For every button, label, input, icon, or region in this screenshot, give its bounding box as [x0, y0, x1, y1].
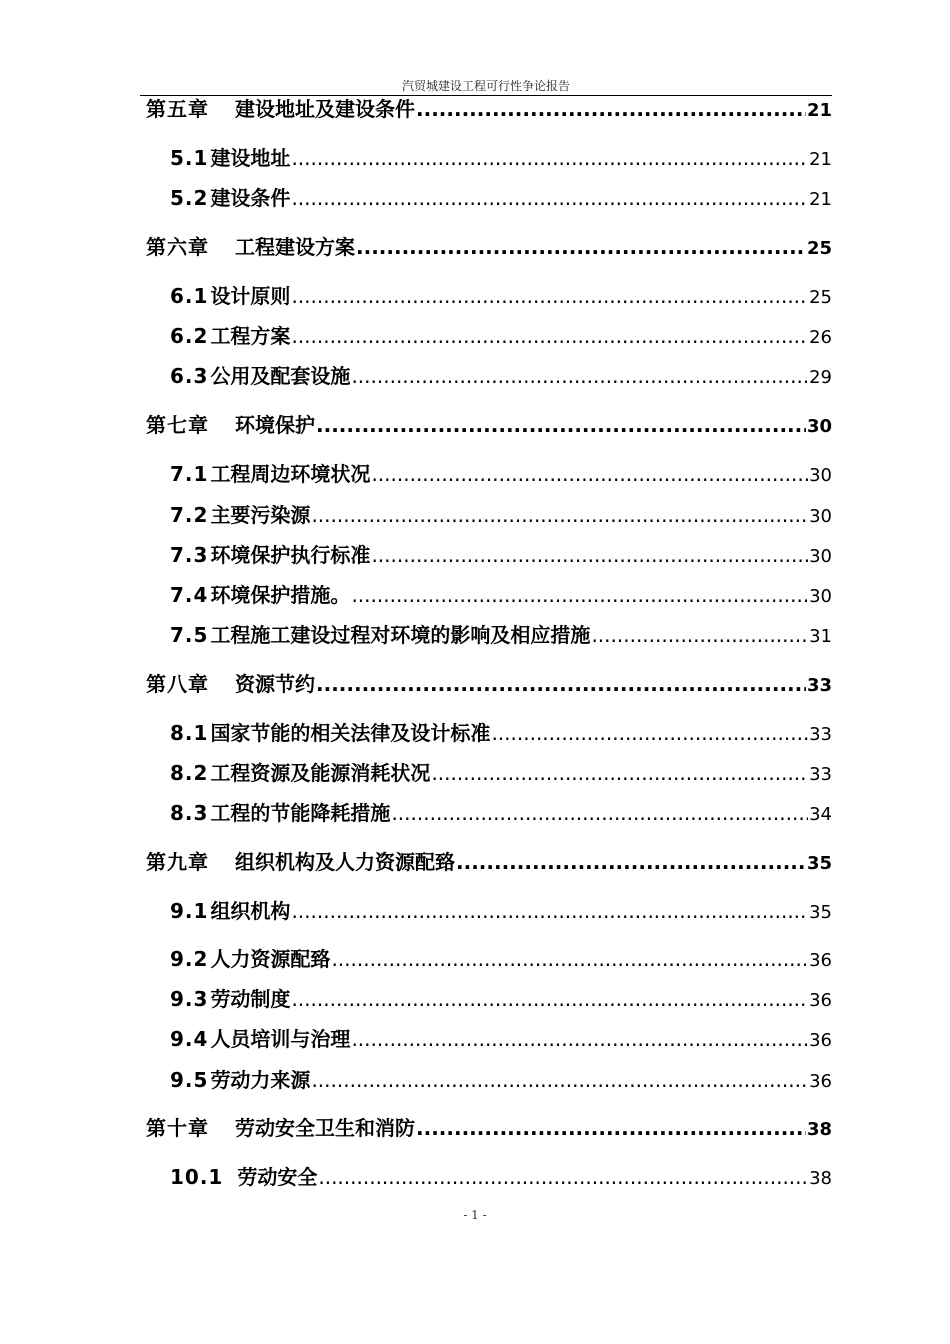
toc-entry-number: 6.1 — [170, 284, 209, 308]
toc-entry-number: 第九章 — [146, 850, 209, 874]
toc-entry-title: 组织机构 — [210, 899, 291, 923]
toc-entry-page: 30 — [809, 546, 832, 567]
toc-entry-title: 工程施工建设过程对环境的影响及相应措施 — [210, 623, 591, 647]
toc-dot-leader — [356, 232, 806, 262]
toc-dot-leader — [351, 361, 808, 391]
toc-dot-leader — [291, 143, 808, 173]
toc-entry-number: 8.1 — [170, 721, 209, 745]
toc-entry-page: 26 — [809, 327, 832, 348]
toc-entry-number: 7.1 — [170, 462, 209, 486]
toc-dot-leader — [331, 944, 808, 974]
toc-entry-title: 工程建设方案 — [235, 235, 355, 259]
toc-dot-leader — [416, 1113, 806, 1143]
toc-entry-section-7-5[interactable] — [170, 620, 832, 650]
toc-entry-number: 9.4 — [170, 1027, 209, 1051]
toc-entry-section-6-2[interactable] — [170, 321, 832, 351]
page-number: - 1 - — [463, 1208, 487, 1222]
toc-entry-title: 环境保护执行标准 — [210, 543, 371, 567]
toc-entry-section-9-2[interactable] — [170, 944, 832, 974]
toc-entry-section-9-3[interactable] — [170, 984, 832, 1014]
toc-entry-page: 36 — [809, 950, 832, 971]
toc-dot-leader — [291, 896, 808, 926]
toc-entry-page: 38 — [806, 1119, 832, 1140]
toc-dot-leader — [291, 281, 808, 311]
toc-entry-section-6-1[interactable] — [170, 281, 832, 311]
toc-dot-leader — [291, 321, 808, 351]
toc-entry-page: 25 — [806, 238, 832, 259]
toc-entry-page: 21 — [809, 189, 832, 210]
toc-entry-number: 7.4 — [170, 583, 209, 607]
toc-entry-title: 工程资源及能源消耗状况 — [210, 761, 431, 785]
toc-entry-chapter-6[interactable] — [146, 232, 832, 262]
toc-entry-title: 资源节约 — [235, 672, 315, 696]
toc-entry-title: 设计原则 — [210, 284, 291, 308]
toc-entry-number: 第五章 — [146, 97, 209, 121]
toc-entry-number: 8.2 — [170, 761, 209, 785]
toc-entry-number: 第十章 — [146, 1116, 209, 1140]
toc-entry-section-8-3[interactable] — [170, 798, 832, 828]
toc-entry-title: 劳动安全卫生和消防 — [235, 1116, 415, 1140]
toc-entry-chapter-9[interactable] — [146, 847, 832, 877]
toc-entry-chapter-10[interactable] — [146, 1113, 832, 1143]
toc-entry-title: 国家节能的相关法律及设计标准 — [210, 721, 491, 745]
toc-dot-leader — [311, 500, 808, 530]
toc-dot-leader — [316, 410, 806, 440]
toc-dot-leader — [431, 758, 808, 788]
toc-entry-section-6-3[interactable] — [170, 361, 832, 391]
toc-entry-number: 5.2 — [170, 186, 209, 210]
toc-entry-section-10-1[interactable] — [170, 1162, 832, 1192]
toc-entry-number: 第八章 — [146, 672, 209, 696]
toc-entry-title: 环境保护措施。 — [210, 583, 351, 607]
toc-entry-title: 人员培训与治理 — [210, 1027, 351, 1051]
toc-entry-number: 第六章 — [146, 235, 209, 259]
toc-entry-number: 5.1 — [170, 146, 209, 170]
toc-entry-page: 34 — [809, 804, 832, 825]
toc-dot-leader — [491, 718, 808, 748]
toc-entry-section-7-4[interactable] — [170, 580, 832, 610]
toc-entry-page: 36 — [809, 990, 832, 1011]
toc-entry-page: 30 — [809, 465, 832, 486]
toc-entry-chapter-5[interactable] — [146, 94, 832, 124]
toc-entry-title: 建设地址及建设条件 — [235, 97, 415, 121]
toc-entry-title: 建设地址 — [210, 146, 291, 170]
toc-entry-chapter-7[interactable] — [146, 410, 832, 440]
toc-dot-leader — [316, 669, 806, 699]
toc-entry-title: 环境保护 — [235, 413, 315, 437]
toc-entry-title: 工程方案 — [210, 324, 291, 348]
toc-entry-section-5-1[interactable] — [170, 143, 832, 173]
toc-entry-page: 30 — [809, 506, 832, 527]
toc-entry-section-7-3[interactable] — [170, 540, 832, 570]
toc-entry-page: 36 — [809, 1030, 832, 1051]
toc-entry-section-7-2[interactable] — [170, 500, 832, 530]
toc-entry-page: 38 — [809, 1168, 832, 1189]
toc-entry-page: 30 — [806, 416, 832, 437]
toc-entry-number: 10.1 — [170, 1165, 224, 1189]
toc-entry-chapter-8[interactable] — [146, 669, 832, 699]
toc-entry-page: 36 — [809, 1071, 832, 1092]
toc-entry-number: 9.2 — [170, 947, 209, 971]
toc-entry-page: 31 — [809, 626, 832, 647]
toc-dot-leader — [591, 620, 808, 650]
toc-dot-leader — [351, 1024, 808, 1054]
toc-entry-number: 第七章 — [146, 413, 209, 437]
toc-entry-number: 7.5 — [170, 623, 209, 647]
toc-entry-number: 8.3 — [170, 801, 209, 825]
toc-entry-title: 主要污染源 — [210, 503, 311, 527]
toc-dot-leader — [391, 798, 808, 828]
toc-entry-title: 建设条件 — [210, 186, 291, 210]
toc-entry-title: 人力资源配臵 — [210, 947, 331, 971]
toc-dot-leader — [371, 459, 808, 489]
toc-entry-title: 工程周边环境状况 — [210, 462, 371, 486]
toc-entry-section-7-1[interactable] — [170, 459, 832, 489]
toc-dot-leader — [311, 1065, 808, 1095]
toc-dot-leader — [318, 1162, 808, 1192]
toc-dot-leader — [371, 540, 808, 570]
toc-entry-title: 工程的节能降耗措施 — [210, 801, 391, 825]
toc-entry-number: 7.2 — [170, 503, 209, 527]
toc-entry-number: 9.3 — [170, 987, 209, 1011]
toc-entry-page: 35 — [806, 853, 832, 874]
toc-entry-page: 29 — [809, 367, 832, 388]
toc-entry-title: 公用及配套设施 — [210, 364, 351, 388]
toc-entry-section-8-1[interactable] — [170, 718, 832, 748]
toc-dot-leader — [351, 580, 808, 610]
toc-entry-page: 33 — [809, 724, 832, 745]
toc-entry-title: 劳动力来源 — [210, 1068, 311, 1092]
toc-entry-page: 25 — [809, 287, 832, 308]
toc-entry-section-9-4[interactable] — [170, 1024, 832, 1054]
toc-entry-section-9-5[interactable] — [170, 1065, 832, 1095]
toc-dot-leader — [291, 984, 808, 1014]
toc-dot-leader — [456, 847, 806, 877]
toc-entry-page: 30 — [809, 586, 832, 607]
toc-entry-page: 33 — [806, 675, 832, 696]
toc-entry-number: 6.2 — [170, 324, 209, 348]
toc-dot-leader — [291, 183, 808, 213]
toc-entry-title: 劳动制度 — [210, 987, 291, 1011]
toc-entry-number: 6.3 — [170, 364, 209, 388]
toc-entry-page: 21 — [806, 100, 832, 121]
toc-entry-page: 33 — [809, 764, 832, 785]
toc-entry-number: 9.5 — [170, 1068, 209, 1092]
page-header: 汽贸城建设工程可行性争论报告 — [140, 78, 832, 96]
toc-entry-page: 21 — [809, 149, 832, 170]
toc-entry-section-9-1[interactable] — [170, 896, 832, 926]
toc-entry-number: 7.3 — [170, 543, 209, 567]
toc-entry-number: 9.1 — [170, 899, 209, 923]
toc-entry-page: 35 — [809, 902, 832, 923]
toc-entry-title: 组织机构及人力资源配臵 — [235, 850, 455, 874]
toc-dot-leader — [416, 94, 806, 124]
toc-entry-section-8-2[interactable] — [170, 758, 832, 788]
toc-entry-title: 劳动安全 — [237, 1165, 318, 1189]
toc-entry-section-5-2[interactable] — [170, 183, 832, 213]
